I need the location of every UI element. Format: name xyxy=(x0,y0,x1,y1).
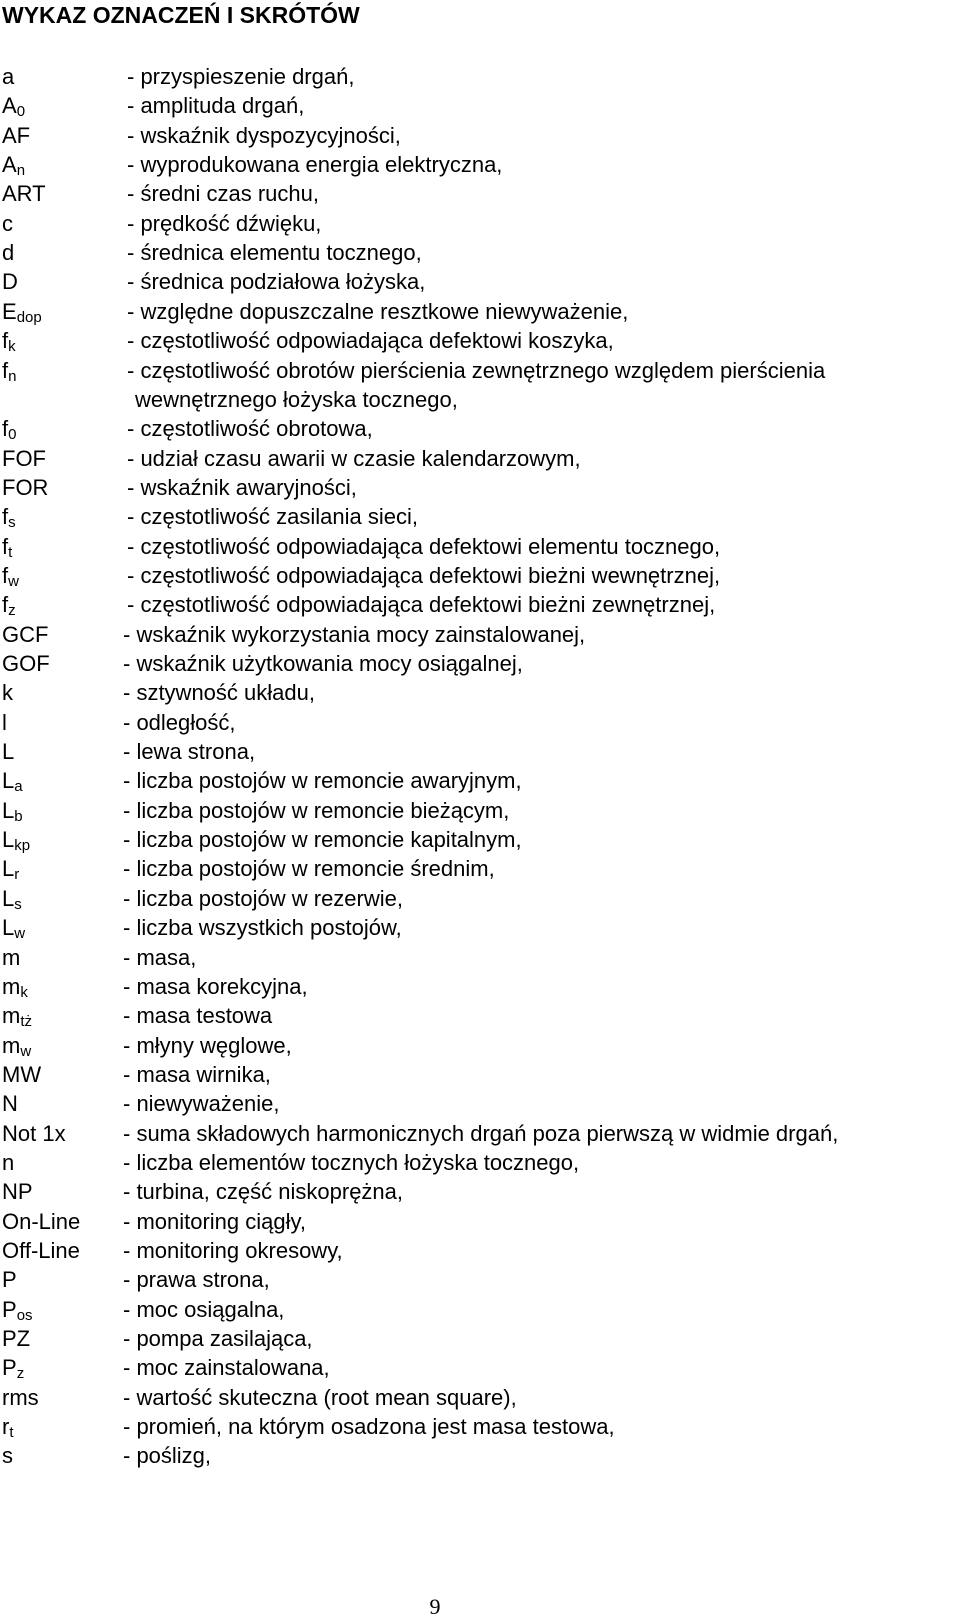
symbol-subscript: k xyxy=(8,338,16,356)
description-text: - promień, na którym osadzona jest masa testowa, xyxy=(123,1414,615,1440)
symbol xyxy=(2,913,25,942)
symbol-base: m xyxy=(2,1003,21,1029)
symbol-base: L xyxy=(2,915,15,941)
description-text: - odległość, xyxy=(123,709,236,735)
description-text: - monitoring okresowy, xyxy=(123,1238,343,1263)
symbol-description xyxy=(127,561,720,590)
symbol-base: n xyxy=(2,1149,15,1175)
symbol xyxy=(2,1383,39,1412)
symbol xyxy=(2,796,23,825)
symbol-base: Off-Line xyxy=(2,1238,80,1263)
symbol xyxy=(2,1441,13,1470)
description-text: - lewa strona, xyxy=(123,739,256,765)
symbol-base: a xyxy=(2,64,15,89)
symbol-description xyxy=(127,444,581,473)
symbol xyxy=(2,444,46,473)
symbol-base: P xyxy=(2,1296,17,1322)
symbol xyxy=(2,1089,18,1118)
description-text: - liczba postojów w remoncie kapitalnym, xyxy=(123,827,522,853)
symbol xyxy=(2,766,23,795)
symbol xyxy=(2,91,25,120)
symbol-description xyxy=(123,1060,271,1089)
symbol xyxy=(2,1353,24,1382)
symbol xyxy=(2,414,16,443)
description-text: - masa, xyxy=(123,944,197,970)
description-text: - częstotliwość odpowiadająca defektowi bieżni zewnętrznej, xyxy=(127,592,716,618)
symbol-description xyxy=(127,267,425,296)
symbol xyxy=(2,179,46,208)
symbol-subscript: dop xyxy=(16,308,42,326)
symbol-description xyxy=(127,502,418,531)
symbol-subscript: b xyxy=(14,807,23,825)
symbol-subscript: os xyxy=(16,1306,33,1324)
symbol xyxy=(2,326,16,355)
symbol-subscript: t xyxy=(9,1424,14,1442)
symbol-description xyxy=(127,297,628,326)
symbol-description xyxy=(123,708,236,737)
symbol-description xyxy=(127,121,401,150)
symbol xyxy=(2,473,48,502)
symbol-subscript: z xyxy=(16,1365,25,1383)
symbol xyxy=(2,1412,14,1441)
symbol xyxy=(2,121,30,150)
symbol-base: L xyxy=(2,739,15,765)
description-text: - liczba wszystkich postojów, xyxy=(123,915,402,941)
symbol-subscript: s xyxy=(14,895,22,913)
symbol-description xyxy=(123,884,403,913)
symbol-description xyxy=(123,913,402,942)
symbol-subscript: tż xyxy=(20,1013,32,1031)
symbol-base: m xyxy=(2,973,21,999)
symbol-subscript: s xyxy=(8,514,16,532)
description-text: - liczba postojów w remoncie średnim, xyxy=(123,856,495,882)
symbol-description xyxy=(123,1031,292,1060)
symbol-description xyxy=(123,678,315,707)
symbol xyxy=(2,1119,66,1148)
symbol-base: P xyxy=(2,1355,17,1381)
symbol-base: s xyxy=(2,1443,13,1469)
symbol-subscript: t xyxy=(8,543,13,561)
symbol-base: A xyxy=(2,152,17,178)
symbol-base: L xyxy=(2,856,15,882)
symbol-description xyxy=(123,1236,343,1265)
description-text: - prawa strona, xyxy=(123,1267,270,1293)
symbol xyxy=(2,356,16,385)
symbol-description xyxy=(123,737,255,766)
description-text: - przyspieszenie drgań, xyxy=(127,64,355,89)
symbol-base: L xyxy=(2,827,15,853)
symbol-base: FOR xyxy=(2,474,49,500)
symbol-description xyxy=(127,532,720,561)
description-continuation: wewnętrznego łożyska tocznego, xyxy=(135,386,458,412)
description-text: - średnica podziałowa łożyska, xyxy=(127,269,426,295)
symbol xyxy=(2,1060,41,1089)
symbol xyxy=(2,590,16,619)
description-text: - masa testowa xyxy=(123,1003,273,1029)
description-text: - moc zainstalowana, xyxy=(123,1355,330,1381)
description-text: - masa wirnika, xyxy=(123,1061,271,1087)
description-text: - prędkość dźwięku, xyxy=(127,210,322,236)
symbol xyxy=(2,737,14,766)
symbol-description xyxy=(123,796,509,825)
symbol xyxy=(2,1031,31,1060)
symbol-base: FOF xyxy=(2,445,46,471)
symbol-description xyxy=(123,1295,284,1324)
symbol-description xyxy=(123,1148,579,1177)
description-text: - poślizg, xyxy=(123,1443,212,1469)
symbol-base: L xyxy=(2,797,15,823)
description-text: - monitoring ciągły, xyxy=(123,1208,306,1234)
description-text: - wartość skuteczna (root mean square), xyxy=(123,1384,517,1410)
symbol-description xyxy=(127,414,373,443)
description-text: - sztywność układu, xyxy=(123,680,315,706)
symbol-description xyxy=(127,150,502,179)
symbol-description xyxy=(127,209,321,238)
symbol xyxy=(2,1236,80,1265)
symbol xyxy=(2,1207,80,1236)
symbol-description xyxy=(123,1119,838,1148)
symbol xyxy=(2,267,18,296)
symbol-base: L xyxy=(2,768,15,794)
symbol-description xyxy=(127,590,715,619)
symbol-base: m xyxy=(2,944,21,970)
symbol-base: f xyxy=(2,416,9,442)
description-text: - częstotliwość obrotowa, xyxy=(127,416,373,442)
symbol-description xyxy=(123,649,523,678)
symbol-base: f xyxy=(2,592,9,618)
symbol-base: l xyxy=(2,709,7,735)
symbol-subscript: w xyxy=(8,572,19,590)
symbol xyxy=(2,620,48,649)
symbol-base: A xyxy=(2,93,17,119)
symbol xyxy=(2,1324,30,1353)
description-text: - udział czasu awarii w czasie kalendarzowym, xyxy=(127,445,581,471)
symbol-description xyxy=(123,1383,517,1412)
description-text: - wskaźnik awaryjności, xyxy=(127,474,357,500)
symbol xyxy=(2,1001,32,1030)
symbol xyxy=(2,854,19,883)
symbol xyxy=(2,825,30,854)
symbol-base: PZ xyxy=(2,1326,31,1352)
symbol xyxy=(2,1148,14,1177)
symbol-subscript: 0 xyxy=(8,426,17,444)
symbol xyxy=(2,708,7,737)
description-text: - wskaźnik dyspozycyjności, xyxy=(127,122,401,148)
description-text: - suma składowych harmonicznych drgań poza pierwszą w widmie drgań, xyxy=(123,1120,839,1146)
symbol-description xyxy=(123,854,495,883)
symbol-description xyxy=(123,1001,272,1030)
symbol xyxy=(2,561,19,590)
symbol xyxy=(2,150,25,179)
symbol-description xyxy=(123,1353,330,1382)
symbol-description xyxy=(123,766,522,795)
symbol-description xyxy=(123,620,585,649)
symbol-base: E xyxy=(2,298,17,324)
symbol-description xyxy=(123,825,522,854)
symbol-subscript: n xyxy=(16,162,26,180)
description-text: - turbina, część niskoprężna, xyxy=(123,1179,404,1205)
symbol xyxy=(2,678,13,707)
symbol-base: NP xyxy=(2,1179,33,1205)
symbol-description xyxy=(127,91,304,120)
symbol-base: P xyxy=(2,1267,17,1293)
description-text: - masa korekcyjna, xyxy=(123,973,308,999)
symbol-base: f xyxy=(2,562,9,588)
symbol xyxy=(2,943,20,972)
symbol-description xyxy=(123,1324,313,1353)
description-text: - częstotliwość odpowiadająca defektowi koszyka, xyxy=(127,328,614,354)
description-text: - niewyważenie, xyxy=(123,1091,280,1117)
symbol-subscript: kp xyxy=(14,837,31,855)
symbol-description xyxy=(123,1441,211,1470)
symbol-description xyxy=(127,356,825,414)
symbol-description xyxy=(127,473,357,502)
symbol xyxy=(2,1295,33,1324)
description-text: - liczba postojów w remoncie bieżącym, xyxy=(123,797,510,823)
symbol-base: GOF xyxy=(2,651,50,676)
description-text: - wskaźnik wykorzystania mocy zainstalowanej, xyxy=(123,621,586,647)
description-text: - częstotliwość odpowiadająca defektowi elementu tocznego, xyxy=(127,533,721,559)
symbol-base: AF xyxy=(2,122,31,148)
symbol-base: m xyxy=(2,1032,21,1058)
symbol-base: MW xyxy=(2,1061,42,1087)
symbol-base: d xyxy=(2,240,15,266)
symbol-description xyxy=(123,1207,306,1236)
description-text: - wskaźnik użytkowania mocy osiągalnej, xyxy=(123,651,523,676)
description-text: - pompa zasilająca, xyxy=(123,1326,313,1352)
symbol-base: ART xyxy=(2,181,46,207)
symbol xyxy=(2,238,14,267)
description-text: - częstotliwość odpowiadająca defektowi bieżni wewnętrznej, xyxy=(127,562,721,588)
symbol-base: On-Line xyxy=(2,1208,81,1234)
symbol-base: N xyxy=(2,1091,18,1117)
symbol xyxy=(2,649,50,678)
symbol-subscript: n xyxy=(8,367,17,385)
description-text: - młyny węglowe, xyxy=(123,1032,292,1058)
description-text: - liczba postojów w remoncie awaryjnym, xyxy=(123,768,522,794)
symbol-base: k xyxy=(2,680,13,706)
symbol xyxy=(2,62,14,91)
symbol xyxy=(2,297,42,326)
page-number: 9 xyxy=(429,1594,441,1619)
description-text: - liczba elementów tocznych łożyska tocznego, xyxy=(123,1149,580,1175)
symbol-description xyxy=(123,943,196,972)
symbol-description xyxy=(127,62,354,91)
symbol-description xyxy=(127,326,614,355)
description-text: - względne dopuszczalne resztkowe niewyważenie, xyxy=(127,298,629,324)
symbol-base: rms xyxy=(2,1384,39,1410)
description-text: - średni czas ruchu, xyxy=(127,181,319,207)
symbol xyxy=(2,1265,17,1294)
description-text: - amplituda drgań, xyxy=(127,93,305,119)
symbol xyxy=(2,532,12,561)
symbol-base: D xyxy=(2,269,18,295)
symbol-base: f xyxy=(2,533,9,559)
symbol-subscript: z xyxy=(8,602,16,620)
symbol-description xyxy=(123,972,308,1001)
symbol xyxy=(2,1177,33,1206)
description-text: - średnica elementu tocznego, xyxy=(127,240,422,266)
symbol-description xyxy=(123,1177,403,1206)
symbol-subscript: r xyxy=(14,866,20,884)
description-text: - częstotliwość obrotów pierścienia zewnętrznego względem pierścienia xyxy=(127,357,826,383)
symbol-description xyxy=(123,1412,615,1441)
symbol-subscript: w xyxy=(20,1042,32,1060)
description-text: - wyprodukowana energia elektryczna, xyxy=(127,152,503,178)
symbol-description xyxy=(127,238,422,267)
symbol-base: L xyxy=(2,885,15,911)
description-text: - moc osiągalna, xyxy=(123,1296,285,1322)
symbol-description xyxy=(123,1089,280,1118)
symbol-subscript: 0 xyxy=(16,103,26,121)
symbol-description xyxy=(123,1265,270,1294)
page-title: WYKAZ OZNACZEŃ I SKRÓTÓW xyxy=(2,2,360,28)
symbol-base: GCF xyxy=(2,621,49,647)
symbol xyxy=(2,972,28,1001)
symbol-subscript: a xyxy=(14,778,23,796)
symbol-description xyxy=(127,179,319,208)
symbol-base: c xyxy=(2,210,13,236)
symbol xyxy=(2,502,16,531)
symbol-base: r xyxy=(2,1414,10,1440)
symbol-base: f xyxy=(2,328,9,354)
description-text: - liczba postojów w rezerwie, xyxy=(123,885,403,911)
symbol xyxy=(2,884,22,913)
symbol-subscript: k xyxy=(20,983,28,1001)
description-text: - częstotliwość zasilania sieci, xyxy=(127,504,418,530)
symbol xyxy=(2,209,13,238)
symbol-base: f xyxy=(2,504,9,530)
symbol-base: f xyxy=(2,357,9,383)
symbol-base: Not 1x xyxy=(2,1120,66,1146)
symbol-subscript: w xyxy=(14,925,26,943)
